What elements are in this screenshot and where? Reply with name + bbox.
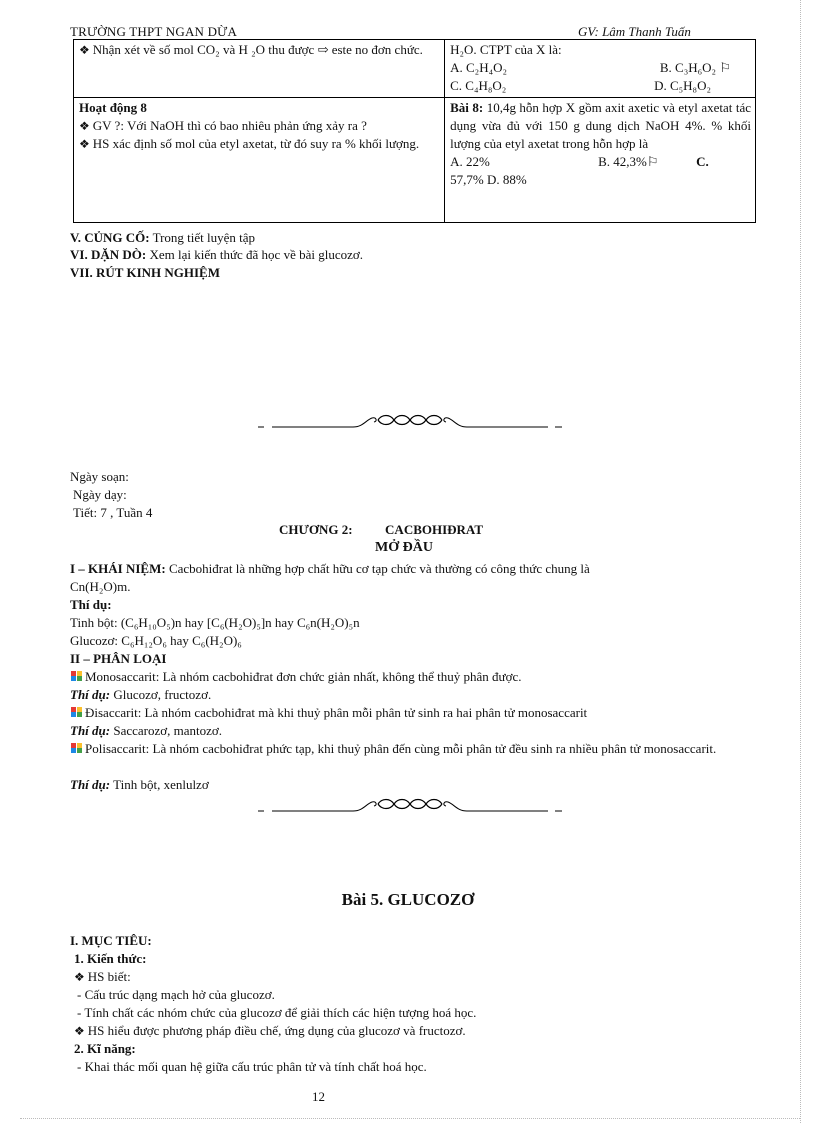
ornament-divider xyxy=(258,796,562,818)
poli-item: Polisaccarit: Là nhóm cacbohiđrat phức tạp, khi thuỷ phân đến cùng mỗi phân tử đều sinh ra nhiều phân tử monosaccarit. xyxy=(70,740,764,757)
option-b: B. C₃H₆O₂ ⚐ xyxy=(659,60,731,75)
teaching-date: Ngày dạy: xyxy=(73,487,127,502)
ornament-divider xyxy=(258,412,562,434)
period-week: Tiết: 7 , Tuần 4 xyxy=(73,505,153,520)
page-number: 12 xyxy=(312,1089,325,1104)
preparation-date: Ngày soạn: xyxy=(70,469,129,484)
activity-line: ❖ HS xác định số mol của etyl axetat, từ đó suy ra % khối lượng. xyxy=(79,136,420,151)
objectives-heading: I. MỤC TIÊU: xyxy=(70,933,152,948)
option-c: C. C₄H₈O₂ xyxy=(450,78,507,93)
option-d: D. C₅H₈O₂ xyxy=(654,78,711,93)
diamond-bullet-icon: ❖ xyxy=(74,970,85,984)
diamond-bullet-icon: ❖ xyxy=(79,137,90,151)
options-row: 57,7% D. 88% xyxy=(450,172,527,187)
section-vii: VII. RÚT KINH NGHIỆM xyxy=(70,265,221,280)
section-v: V. CỦNG CỐ: Trong tiết luyện tập xyxy=(70,230,256,245)
chapter-subtitle: MỞ ĐẦU xyxy=(375,540,433,555)
mono-item: Monosaccarit: Là nhóm cacbohiđrat đơn chức giản nhất, không thể thuỷ phân được. xyxy=(70,668,522,685)
students-understand: ❖ HS hiểu được phương pháp điều chế, ứng dụng của glucozơ và fructozơ. xyxy=(74,1023,466,1038)
lesson-title: Bài 5. GLUCOZƠ xyxy=(341,890,475,909)
table-cell xyxy=(74,40,445,98)
colored-flag-icon xyxy=(70,670,83,682)
diamond-bullet-icon: ❖ xyxy=(74,1024,85,1038)
colored-flag-icon xyxy=(70,706,83,718)
diamond-bullet-icon: ❖ xyxy=(79,119,90,133)
colored-flag-icon xyxy=(70,742,83,754)
starch-formula: Tinh bột: (C₆H₁₀O₅)n hay [C₆(H₂O)₅]n hay C₆n(H₂O)₅n xyxy=(70,615,360,630)
table-row xyxy=(74,40,756,98)
flag-icon: ⚐ xyxy=(719,60,731,75)
activity-line: ❖ GV ?: Với NaOH thì có bao nhiêu phản ứng xảy ra ? xyxy=(79,118,367,133)
page-edge xyxy=(20,1118,800,1119)
option-a: A. C₂H₄O₂ xyxy=(450,60,508,75)
option-c: C. xyxy=(696,154,709,169)
option-b: B. 42,3%⚐ xyxy=(598,154,659,169)
definition-paragraph: I – KHÁI NIỆM: Cacbohiđrat là những hợp chất hữu cơ tạp chức và thường có công thức chung là xyxy=(70,561,590,576)
options-row xyxy=(450,77,751,95)
general-formula: Cn(H₂O)m. xyxy=(70,579,131,594)
school-name: TRƯỜNG THPT NGAN DỪA xyxy=(70,24,238,39)
page-edge xyxy=(800,0,801,1123)
objective-item: - Khai thác mối quan hệ giữa cấu trúc phân tử và tính chất hoá học. xyxy=(77,1059,427,1074)
lesson-table xyxy=(73,39,756,223)
knowledge-heading: 1. Kiến thức: xyxy=(74,951,147,966)
table-cell xyxy=(445,98,756,223)
teacher-name: GV: Lâm Thanh Tuấn xyxy=(578,24,691,39)
chapter-title: CHƯƠNG 2: CACBOHIĐRAT xyxy=(279,522,484,537)
flag-icon: ⚐ xyxy=(646,154,659,169)
section-vi: VI. DẶN DÒ: Xem lại kiến thức đã học về bài glucozơ. xyxy=(70,247,363,262)
objective-item: - Tính chất các nhóm chức của glucozơ để giải thích các hiện tượng hoá học. xyxy=(77,1005,477,1020)
skills-heading: 2. Kĩ năng: xyxy=(74,1041,136,1056)
glucose-formula: Glucozơ: C₆H₁₂O₆ hay C₆(H₂O)₆ xyxy=(70,633,242,648)
poli-example: Thí dụ: Tinh bột, xenlulzơ xyxy=(70,777,209,792)
table-cell xyxy=(445,40,756,98)
table-row xyxy=(74,98,756,223)
diamond-bullet-icon: ❖ xyxy=(79,43,90,57)
observation-text: ❖ Nhận xét về số mol CO₂ và H ₂O thu được ⇨ este no đơn chức. xyxy=(79,42,423,57)
classification-heading: II – PHÂN LOẠI xyxy=(70,651,167,666)
di-example: Thí dụ: Saccarozơ, mantozơ. xyxy=(70,723,223,738)
mono-example: Thí dụ: Glucozơ, fructozơ. xyxy=(70,687,212,702)
example-label: Thí dụ: xyxy=(70,597,112,612)
options-row xyxy=(450,59,751,77)
students-know: ❖ HS biết: xyxy=(74,969,131,984)
di-item: Đisaccarit: Là nhóm cacbohiđrat mà khi thuỷ phân mỗi phân tử sinh ra hai phân tử monosaccarit xyxy=(70,704,587,721)
option-a: A. 22% xyxy=(450,154,490,169)
exercise-text: Bài 8: 10,4g hỗn hợp X gồm axit axetic và etyl axetat tác dụng vừa đủ với 150 g dung dịch NaOH 4%. % khối lượng của etyl axetat trong hỗn hợp là xyxy=(450,100,752,151)
table-cell xyxy=(74,98,445,223)
objective-item: - Cấu trúc dạng mạch hở của glucozơ. xyxy=(77,987,275,1002)
options-row xyxy=(450,153,751,171)
activity-heading: Hoạt động 8 xyxy=(79,100,147,115)
question-text: H₂O. CTPT của X là: xyxy=(450,42,562,57)
